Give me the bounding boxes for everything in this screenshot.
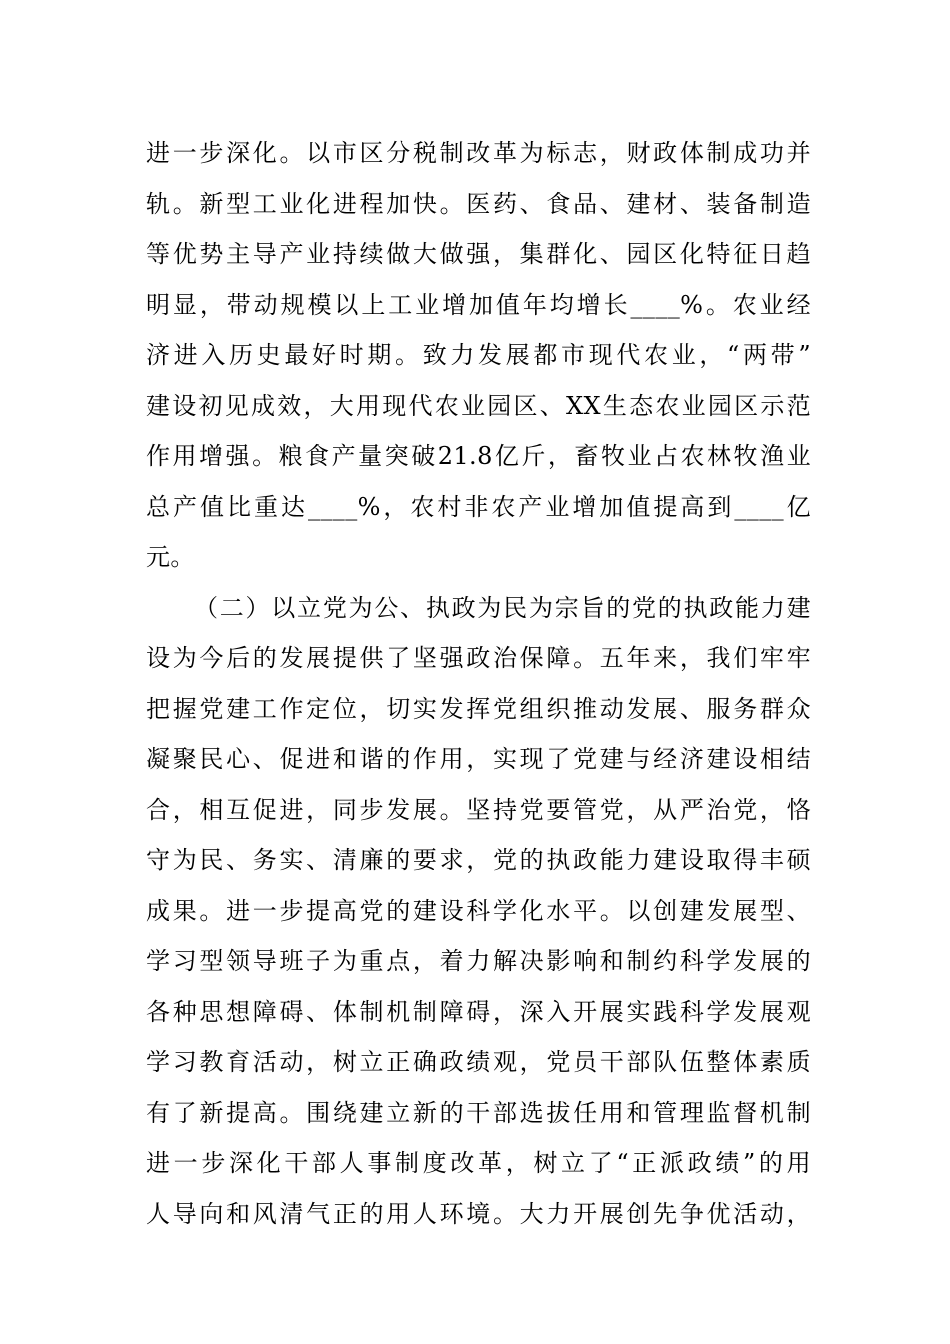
text-line: 等优势主导产业持续做大做强，集群化、园区化特征日趋 xyxy=(146,240,811,268)
text-line: 成果。进一步提高党的建设科学化水平。以创建发展型、 xyxy=(146,896,811,925)
text-line: 总产值比重达____%，农村非农产业增加值提高到____亿 xyxy=(146,492,811,521)
text-line: 合，相互促进，同步发展。坚持党要管党，从严治党，恪 xyxy=(146,795,811,824)
text-line: 元。 xyxy=(146,543,195,571)
text-line: 设为今后的发展提供了坚强政治保障。五年来，我们牢牢 xyxy=(146,644,811,672)
text-line: 建设初见成效，大用现代农业园区、XX生态农业园区示范 xyxy=(146,391,811,420)
paragraph-start-line: （二）以立党为公、执政为民为宗旨的党的执政能力建 xyxy=(194,593,811,622)
text-line: 学习教育活动，树立正确政绩观，党员干部队伍整体素质 xyxy=(146,1048,811,1076)
text-line: 各种思想障碍、体制机制障碍，深入开展实践科学发展观 xyxy=(146,997,811,1026)
text-line: 人导向和风清气正的用人环境。大力开展创先争优活动， xyxy=(146,1199,811,1228)
text-line: 明显，带动规模以上工业增加值年均增长____%。农业经 xyxy=(146,290,811,319)
text-line: 守为民、务实、清廉的要求，党的执政能力建设取得丰硕 xyxy=(146,846,811,874)
text-line: 轨。新型工业化进程加快。医药、食品、建材、装备制造 xyxy=(146,189,811,218)
text-line: 进一步深化干部人事制度改革，树立了“正派政绩”的用 xyxy=(146,1149,811,1177)
text-line: 济进入历史最好时期。致力发展都市现代农业，“两带” xyxy=(146,341,811,369)
text-line: 进一步深化。以市区分税制改革为标志，财政体制成功并 xyxy=(146,139,811,167)
text-line: 作用增强。粮食产量突破21.8亿斤，畜牧业占农林牧渔业 xyxy=(146,442,811,470)
text-line: 凝聚民心、促进和谐的作用，实现了党建与经济建设相结 xyxy=(146,745,811,773)
text-line: 有了新提高。围绕建立新的干部选拔任用和管理监督机制 xyxy=(146,1098,811,1127)
document-body xyxy=(146,128,811,1239)
text-line: 把握党建工作定位，切实发挥党组织推动发展、服务群众 xyxy=(146,694,811,723)
text-line: 学习型领导班子为重点，着力解决影响和制约科学发展的 xyxy=(146,947,811,975)
